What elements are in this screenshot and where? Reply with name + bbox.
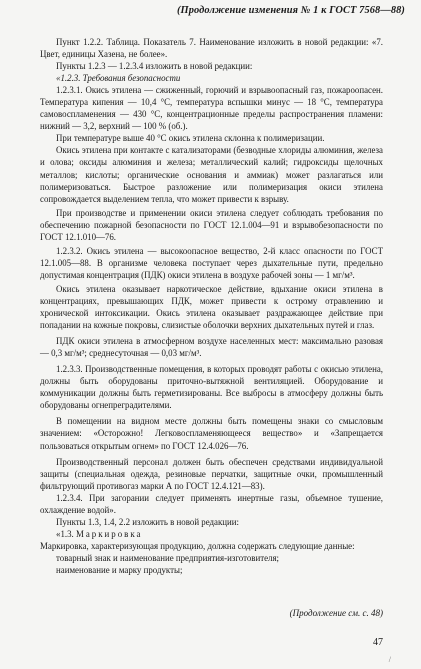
paragraph-atmospheric-pdk: ПДК окиси этилена в атмосферном воздухе населенных мест: максимально разовая — 0,3 мг/м³; среднесуточная — 0,03 мг/м³. <box>40 336 383 359</box>
paragraph-1-2-3-1: 1.2.3.1. Окись этилена — сжиженный, горючий и взрывоопасный газ, пожароопасен. Температура кипения — 10,4 °С, температура вспышки минус — 18 °С, температура самовоспламенения — 430 °С, концентрационные пределы распространения пламени: нижний — 3,2, верхний — 100 % (об.). <box>40 85 383 132</box>
paragraph-marking-content: Маркировка, характеризующая продукцию, должна содержать следующие данные: <box>40 540 355 551</box>
paragraph-points-1-3: Пункты 1.3, 1.4, 2.2 изложить в новой редакции: <box>56 516 240 527</box>
page-header: (Продолжение изменения № 1 к ГОСТ 7568—88) <box>176 5 405 16</box>
paragraph-catalysts: Окись этилена при контакте с катализаторами (безводные хлориды алюминия, железа и олова; оксиды алюминия и железа; металлический калий; гидроксиды щелочных металлов; кислоты; органические основания и аммиак) может разлагаться или полимеризоваться. Быстрое разложение или полимеризация окиси этилена сопровождается выделением тепла, что может привести к взрыву. <box>40 145 383 204</box>
list-item-trademark: товарный знак и наименование предприятия-изготовителя; <box>56 552 280 563</box>
list-item-product-name: наименование и марку продукты; <box>56 564 183 575</box>
paragraph-signs: В помещении на видном месте должны быть помещены знаки со смысловым значением: «Осторожно! Легковоспламеняющееся вещество» и «Запрещается пользоваться открытым огнем» по ГОСТ 12.4.026—76. <box>40 416 383 451</box>
document-body <box>40 36 383 576</box>
paragraph-1: Пункт 1.2.2. Таблица. Показатель 7. Наименование изложить в новой редакции: «7. Цвет, единицы Хазена, не более». <box>40 37 383 60</box>
section-number: «1.3. <box>56 528 76 539</box>
section-title-text: Маркировка <box>75 528 143 539</box>
section-title-marking <box>40 528 383 540</box>
paragraph-1-2-3-4: 1.2.3.4. При загорании следует применять инертные газы, объемное тушение, охлаждение водой». <box>40 492 383 515</box>
section-title-safety: «1.2.3. Требования безопасности <box>56 73 181 84</box>
paragraph-1-2-3-3: 1.2.3.3. Производственные помещения, в которых проводят работы с окисью этилена, должны быть оборудованы приточно-вытяжной вентиляцией. Оборудование и коммуникации должны быть герметизированы. Все выбросы в атмосферу должны быть оборудованы огнепреградителями. <box>40 364 383 411</box>
paragraph-ppe: Производственный персонал должен быть обеспечен средствами индивидуальной защиты (специальная одежда, резиновые перчатки, защитные очки, промышленный фильтрующий противогаз марки А по ГОСТ 12.4.121—83). <box>40 456 383 491</box>
continuation-note: (Продолжение см. с. 48) <box>289 608 383 618</box>
margin-mark: / <box>388 655 391 664</box>
paragraph-1-2-3-2: 1.2.3.2. Окись этилена — высокоопасное вещество, 2-й класс опасности по ГОСТ 12.1.005—88. В организме человека поступает через дыхательные пути, предельно допустимая концентрация (ПДК) окиси этилена в воздухе рабочей зоны — 1 мг/м³. <box>40 245 383 280</box>
page-number: 47 <box>373 637 383 648</box>
paragraph-narcotic-effect: Окись этилена оказывает наркотическое действие, вдыхание окиси этилена в концентрациях, превышающих ПДК, может привести к острому отравлению и хронической интоксикации. Окись этилена оказывает раздражающее действие при попадании на кожные покровы, слизистые оболочки верхних дыхательных путей и глаз. <box>40 283 383 331</box>
paragraph-2: Пункты 1.2.3 — 1.2.3.4 изложить в новой редакции: <box>56 61 253 72</box>
paragraph-fire-safety: При производстве и применении окиси этилена следует соблюдать требования по обеспечению пожарной безопасности по ГОСТ 12.1.004—91 и взрывобезопасности по ГОСТ 12.1.010—76. <box>40 207 383 242</box>
paragraph-polymerization: При температуре выше 40 °С окись этилена склонна к полимеризации. <box>56 133 325 144</box>
